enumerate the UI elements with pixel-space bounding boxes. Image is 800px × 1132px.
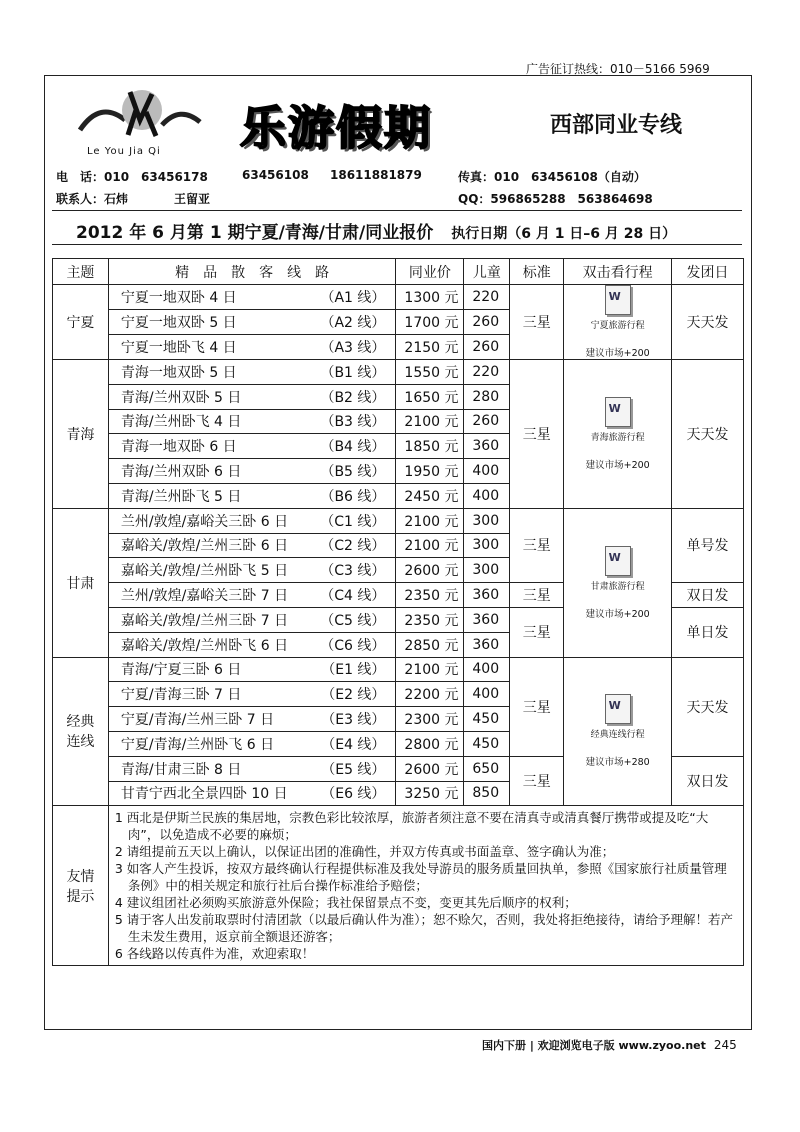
- departure-cell: 单号发: [672, 508, 744, 582]
- note-item: 4 建议组团社必须购买旅游意外保险；我社保留景点不变，变更其先后顺序的权利；: [114, 895, 577, 911]
- route-code: （E2 线）: [321, 687, 386, 704]
- itinerary-doc-cell[interactable]: [564, 285, 672, 360]
- departure-cell: 单日发: [672, 607, 744, 657]
- standard-cell: 三星: [510, 508, 564, 582]
- route-cell[interactable]: [108, 459, 396, 484]
- route-code: （C3 线）: [320, 563, 386, 580]
- footer: [482, 1037, 737, 1053]
- notes-row: [53, 806, 744, 966]
- route-code: （B5 线）: [320, 464, 386, 481]
- phone-3: 18611881879: [330, 168, 422, 182]
- price-cell: 1850 元: [396, 434, 464, 459]
- route-name: 宁夏/青海/兰州卧飞 6 日: [120, 736, 275, 753]
- brand-title: 乐游假期: [240, 101, 432, 155]
- route-name: 嘉峪关/敦煌/兰州三卧 6 日: [120, 538, 289, 555]
- price-cell: 1700 元: [396, 310, 464, 335]
- route-code: （C5 线）: [320, 612, 386, 629]
- market-price-note: 建议市场+280: [585, 757, 650, 769]
- child-price-cell: 260: [464, 335, 510, 360]
- route-cell[interactable]: [108, 483, 396, 508]
- route-code: （C6 线）: [320, 637, 386, 654]
- column-header: 同业价: [396, 259, 464, 285]
- note-item: 5 请于客人出发前取票时付清团款（以最后确认件为准）；恕不赊欠，否则，我处将拒绝接待，请给予理解！若产生未发生费用，返京前全额退还游客；: [114, 912, 734, 945]
- notes-cell: [108, 806, 743, 966]
- child-price-cell: 260: [464, 409, 510, 434]
- note-item: 1 西北是伊斯兰民族的集居地，宗教色彩比较浓厚，旅游者须注意不要在清真寺或清真餐厅携带或提及吃“大肉”，以免造成不必要的麻烦；: [114, 810, 709, 843]
- route-cell[interactable]: [108, 335, 396, 360]
- route-code: （A3 线）: [320, 340, 386, 356]
- route-cell[interactable]: [108, 508, 396, 533]
- child-price-cell: 220: [464, 285, 510, 310]
- child-price-cell: 360: [464, 434, 510, 459]
- route-code: （B6 线）: [320, 488, 386, 505]
- theme-cell: 青海: [53, 360, 109, 509]
- theme-cell: 宁夏: [53, 285, 109, 360]
- route-code: （A1 线）: [320, 290, 386, 306]
- child-price-cell: 450: [464, 707, 510, 732]
- child-price-cell: 400: [464, 459, 510, 484]
- route-code: （B2 线）: [320, 389, 386, 406]
- page-title: [76, 218, 676, 243]
- route-name: 宁夏/青海三卧 7 日: [120, 687, 242, 704]
- price-cell: 1550 元: [396, 360, 464, 385]
- departure-cell: 天天发: [672, 360, 744, 509]
- route-name: 兰州/敦煌/嘉峪关三卧 6 日: [120, 513, 289, 530]
- route-name: 嘉峪关/敦煌/兰州卧飞 6 日: [120, 637, 289, 654]
- column-header: 儿童: [464, 259, 510, 285]
- route-cell[interactable]: [108, 285, 396, 310]
- word-doc-letter: W: [608, 290, 621, 303]
- route-cell[interactable]: [108, 731, 396, 756]
- itinerary-doc-cell[interactable]: [564, 508, 672, 657]
- brand-subtitle: 西部同业专线: [550, 112, 683, 138]
- route-cell[interactable]: [108, 558, 396, 583]
- route-cell[interactable]: [108, 409, 396, 434]
- route-code: （A2 线）: [320, 315, 386, 331]
- route-cell[interactable]: [108, 533, 396, 558]
- market-price-note: 建议市场+200: [585, 459, 650, 471]
- child-price-cell: 400: [464, 657, 510, 682]
- route-cell[interactable]: [108, 756, 396, 781]
- route-code: （B3 线）: [320, 414, 386, 431]
- child-price-cell: 650: [464, 756, 510, 781]
- price-cell: 2850 元: [396, 632, 464, 657]
- price-cell: 2100 元: [396, 508, 464, 533]
- child-price-cell: 360: [464, 607, 510, 632]
- itinerary-doc[interactable]: [564, 285, 671, 359]
- child-price-cell: 300: [464, 508, 510, 533]
- route-name: 青海/兰州卧飞 4 日: [120, 414, 242, 431]
- itinerary-doc-label: 经典连线行程: [590, 730, 645, 741]
- title-exec-date: 执行日期（6 月 1 日–6 月 28 日）: [451, 226, 677, 242]
- route-name: 兰州/敦煌/嘉峪关三卧 7 日: [120, 588, 289, 605]
- route-code: （B4 线）: [320, 439, 386, 456]
- price-cell: 2300 元: [396, 707, 464, 732]
- route-cell[interactable]: [108, 583, 396, 608]
- route-code: （C1 线）: [320, 513, 386, 530]
- route-code: （E6 线）: [321, 786, 386, 803]
- price-cell: 2450 元: [396, 483, 464, 508]
- itinerary-doc-label: 青海旅游行程: [590, 432, 645, 443]
- column-header: 双击看行程: [564, 259, 672, 285]
- logo-figure-icon: [70, 80, 208, 150]
- child-price-cell: 360: [464, 632, 510, 657]
- departure-cell: 天天发: [672, 657, 744, 756]
- child-price-cell: 300: [464, 558, 510, 583]
- word-doc-letter: W: [608, 550, 621, 564]
- departure-cell: 天天发: [672, 285, 744, 360]
- route-code: （E3 线）: [321, 712, 386, 729]
- route-cell[interactable]: [108, 384, 396, 409]
- route-code: （E4 线）: [321, 736, 386, 753]
- price-cell: 2100 元: [396, 533, 464, 558]
- word-doc-letter: W: [608, 401, 621, 415]
- price-cell: 2350 元: [396, 583, 464, 608]
- divider: [52, 210, 742, 211]
- table-row: [53, 285, 744, 310]
- phone: 电 话：010 63456178: [56, 170, 208, 184]
- price-cell: 3250 元: [396, 781, 464, 806]
- column-header: 发团日: [672, 259, 744, 285]
- word-doc-icon[interactable]: [605, 546, 631, 576]
- market-price-note: 建议市场+200: [585, 348, 650, 359]
- route-name: 青海/兰州双卧 6 日: [120, 464, 242, 481]
- itinerary-doc[interactable]: [564, 694, 671, 768]
- itinerary-doc-label: 宁夏旅游行程: [590, 321, 645, 331]
- child-price-cell: 400: [464, 682, 510, 707]
- standard-cell: 三星: [510, 583, 564, 608]
- word-doc-icon[interactable]: [605, 285, 631, 315]
- logo-text: Le You Jia Qi: [87, 146, 161, 157]
- route-cell[interactable]: [108, 434, 396, 459]
- table-row: [53, 508, 744, 533]
- table-header-row: [53, 259, 744, 285]
- itinerary-doc[interactable]: [564, 397, 671, 471]
- route-name: 青海/兰州双卧 5 日: [120, 389, 242, 406]
- standard-cell: 三星: [510, 657, 564, 756]
- price-cell: 2100 元: [396, 657, 464, 682]
- column-header: 主题: [53, 259, 109, 285]
- price-table: [52, 258, 744, 966]
- table-row: [53, 657, 744, 682]
- standard-cell: 三星: [510, 285, 564, 360]
- route-name: 宁夏一地卧飞 4 日: [120, 340, 237, 356]
- price-cell: 2350 元: [396, 607, 464, 632]
- route-name: 青海/甘肃三卧 8 日: [120, 761, 242, 778]
- word-doc-icon[interactable]: [605, 694, 631, 724]
- route-name: 宁夏/青海/兰州三卧 7 日: [120, 712, 275, 729]
- route-cell[interactable]: [108, 360, 396, 385]
- route-name: 青海/宁夏三卧 6 日: [120, 662, 242, 679]
- qq: QQ：596865288 563864698: [458, 192, 653, 206]
- divider: [52, 244, 742, 245]
- price-cell: 2600 元: [396, 756, 464, 781]
- itinerary-doc[interactable]: [564, 546, 671, 620]
- child-price-cell: 360: [464, 583, 510, 608]
- fax: 传真：010 63456108（自动）: [458, 170, 646, 184]
- route-code: （E1 线）: [321, 662, 386, 679]
- route-cell[interactable]: [108, 607, 396, 632]
- child-price-cell: 260: [464, 310, 510, 335]
- child-price-cell: 220: [464, 360, 510, 385]
- route-cell[interactable]: [108, 707, 396, 732]
- theme-cell: 经典 连线: [53, 657, 109, 806]
- note-item: 2 请组提前五天以上确认，以保证出团的准确性，并双方传真或书面盖章、签字确认为准；: [114, 844, 615, 860]
- price-cell: 1950 元: [396, 459, 464, 484]
- route-name: 青海一地双卧 6 日: [120, 439, 237, 456]
- price-cell: 2150 元: [396, 335, 464, 360]
- price-cell: 2800 元: [396, 731, 464, 756]
- route-code: （C2 线）: [320, 538, 386, 555]
- word-doc-icon[interactable]: [605, 397, 631, 427]
- route-cell[interactable]: [108, 657, 396, 682]
- itinerary-doc-cell[interactable]: [564, 657, 672, 806]
- footer-text: 国内下册 | 欢迎浏览电子版 www.zyoo.net: [482, 1039, 706, 1052]
- column-header: 标准: [510, 259, 564, 285]
- price-cell: 2200 元: [396, 682, 464, 707]
- theme-cell: 甘肃: [53, 508, 109, 657]
- title-main: 2012 年 6 月第 1 期宁夏/青海/甘肃/同业报价: [76, 223, 434, 243]
- route-code: （C4 线）: [320, 588, 386, 605]
- route-cell[interactable]: [108, 310, 396, 335]
- route-name: 宁夏一地双卧 4 日: [120, 290, 237, 306]
- note-item: 3 如客人产生投诉，按双方最终确认行程提供标准及我处导游员的服务质量回执单，参照《国家旅行社质量管理条例》中的相关规定和旅行社后台操作标准给予赔偿；: [114, 861, 727, 894]
- child-price-cell: 400: [464, 483, 510, 508]
- route-cell[interactable]: [108, 781, 396, 806]
- route-cell[interactable]: [108, 682, 396, 707]
- price-cell: 2100 元: [396, 409, 464, 434]
- note-item: 6 各线路以传真件为准，欢迎索取！: [114, 946, 315, 962]
- phone-2: 63456108: [242, 168, 309, 182]
- ad-hotline: 广告征订热线：010－5166 5969: [526, 62, 710, 76]
- departure-cell: 双日发: [672, 583, 744, 608]
- word-doc-letter: W: [608, 699, 621, 713]
- child-price-cell: 280: [464, 384, 510, 409]
- market-price-note: 建议市场+200: [585, 608, 650, 620]
- page-number: 245: [713, 1038, 737, 1052]
- itinerary-doc-label: 甘肃旅游行程: [590, 581, 645, 592]
- standard-cell: 三星: [510, 607, 564, 657]
- route-code: （E5 线）: [321, 761, 386, 778]
- standard-cell: 三星: [510, 756, 564, 806]
- child-price-cell: 300: [464, 533, 510, 558]
- route-name: 宁夏一地双卧 5 日: [120, 315, 237, 331]
- column-header: 精 品 散 客 线 路: [108, 259, 396, 285]
- contact-person: 联系人：石炜: [56, 192, 129, 206]
- route-name: 嘉峪关/敦煌/兰州三卧 7 日: [120, 612, 289, 629]
- route-code: （B1 线）: [320, 364, 386, 381]
- route-name: 甘青宁西北全景四卧 10 日: [120, 786, 288, 803]
- price-cell: 1300 元: [396, 285, 464, 310]
- table-row: [53, 360, 744, 385]
- route-name: 青海一地双卧 5 日: [120, 364, 237, 381]
- itinerary-doc-cell[interactable]: [564, 360, 672, 509]
- price-cell: 1650 元: [396, 384, 464, 409]
- route-name: 青海/兰州卧飞 5 日: [120, 488, 242, 505]
- notes-label: 友情 提示: [53, 806, 109, 966]
- child-price-cell: 850: [464, 781, 510, 806]
- price-cell: 2600 元: [396, 558, 464, 583]
- standard-cell: 三星: [510, 360, 564, 509]
- child-price-cell: 450: [464, 731, 510, 756]
- route-cell[interactable]: [108, 632, 396, 657]
- route-name: 嘉峪关/敦煌/兰州卧飞 5 日: [120, 563, 289, 580]
- contact-person-2: 王留亚: [174, 192, 211, 206]
- departure-cell: 双日发: [672, 756, 744, 806]
